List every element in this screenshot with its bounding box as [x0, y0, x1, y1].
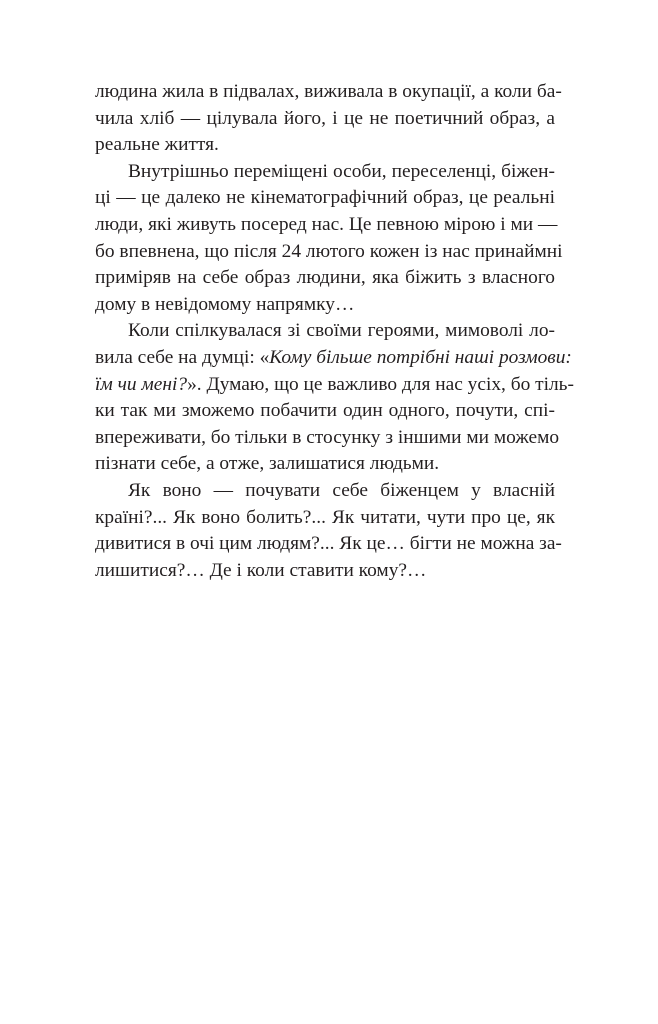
- text-span: ». Думаю, що це важливо для нас усіх, бо тіль-: [187, 373, 574, 395]
- text-line: люди, які живуть посеред нас. Це певною мірою і ми —: [95, 213, 558, 235]
- text-line: ці — це далеко не кінематографічний образ, це реальні: [95, 187, 555, 209]
- body-text: [95, 79, 574, 584]
- text-line: Коли спілкувалася зі своїми героями, мимоволі ло-: [128, 320, 555, 342]
- text-line: [95, 345, 572, 372]
- italic-quote: їм чи мені?: [95, 373, 188, 395]
- text-line: ки так ми зможемо побачити один одного, почути, спі-: [95, 400, 555, 422]
- text-line: бо впевнена, що після 24 лютого кожен із нас принаймні: [95, 240, 563, 262]
- text-line: вперeживати, бо тільки в стосунку з іншими ми можемо: [95, 426, 560, 448]
- text-line: пізнати себе, а отже, залишатися людьми.: [95, 453, 440, 475]
- text-line: Як воно — почувати себе біженцем у власній: [128, 479, 555, 501]
- text-line: дивитися в очі цим людям?... Як це… бігти не можна за-: [95, 533, 562, 555]
- italic-quote: Кому більше потрібні наші розмови:: [269, 346, 572, 368]
- text-line: людина жила в підвалах, виживала в окупації, а коли ба-: [95, 81, 562, 102]
- text-line: [95, 372, 574, 399]
- text-line: дому в невідомому напрямку…: [95, 293, 355, 315]
- text-span: вила себе на думці: «: [95, 346, 270, 368]
- text-line: реальне життя.: [95, 134, 219, 156]
- text-line: країні?... Як воно болить?... Як читати, чути про це, як: [95, 506, 555, 528]
- text-line: чила хліб — цілувала його, і це не поетичний образ, а: [95, 107, 555, 129]
- text-line: приміряв на себе образ людини, яка біжить з власного: [95, 267, 555, 289]
- text-line: лишитися?… Де і коли ставити кому?…: [95, 559, 427, 581]
- text-line: Внутрішньо переміщені особи, переселенці, біжен-: [128, 160, 555, 182]
